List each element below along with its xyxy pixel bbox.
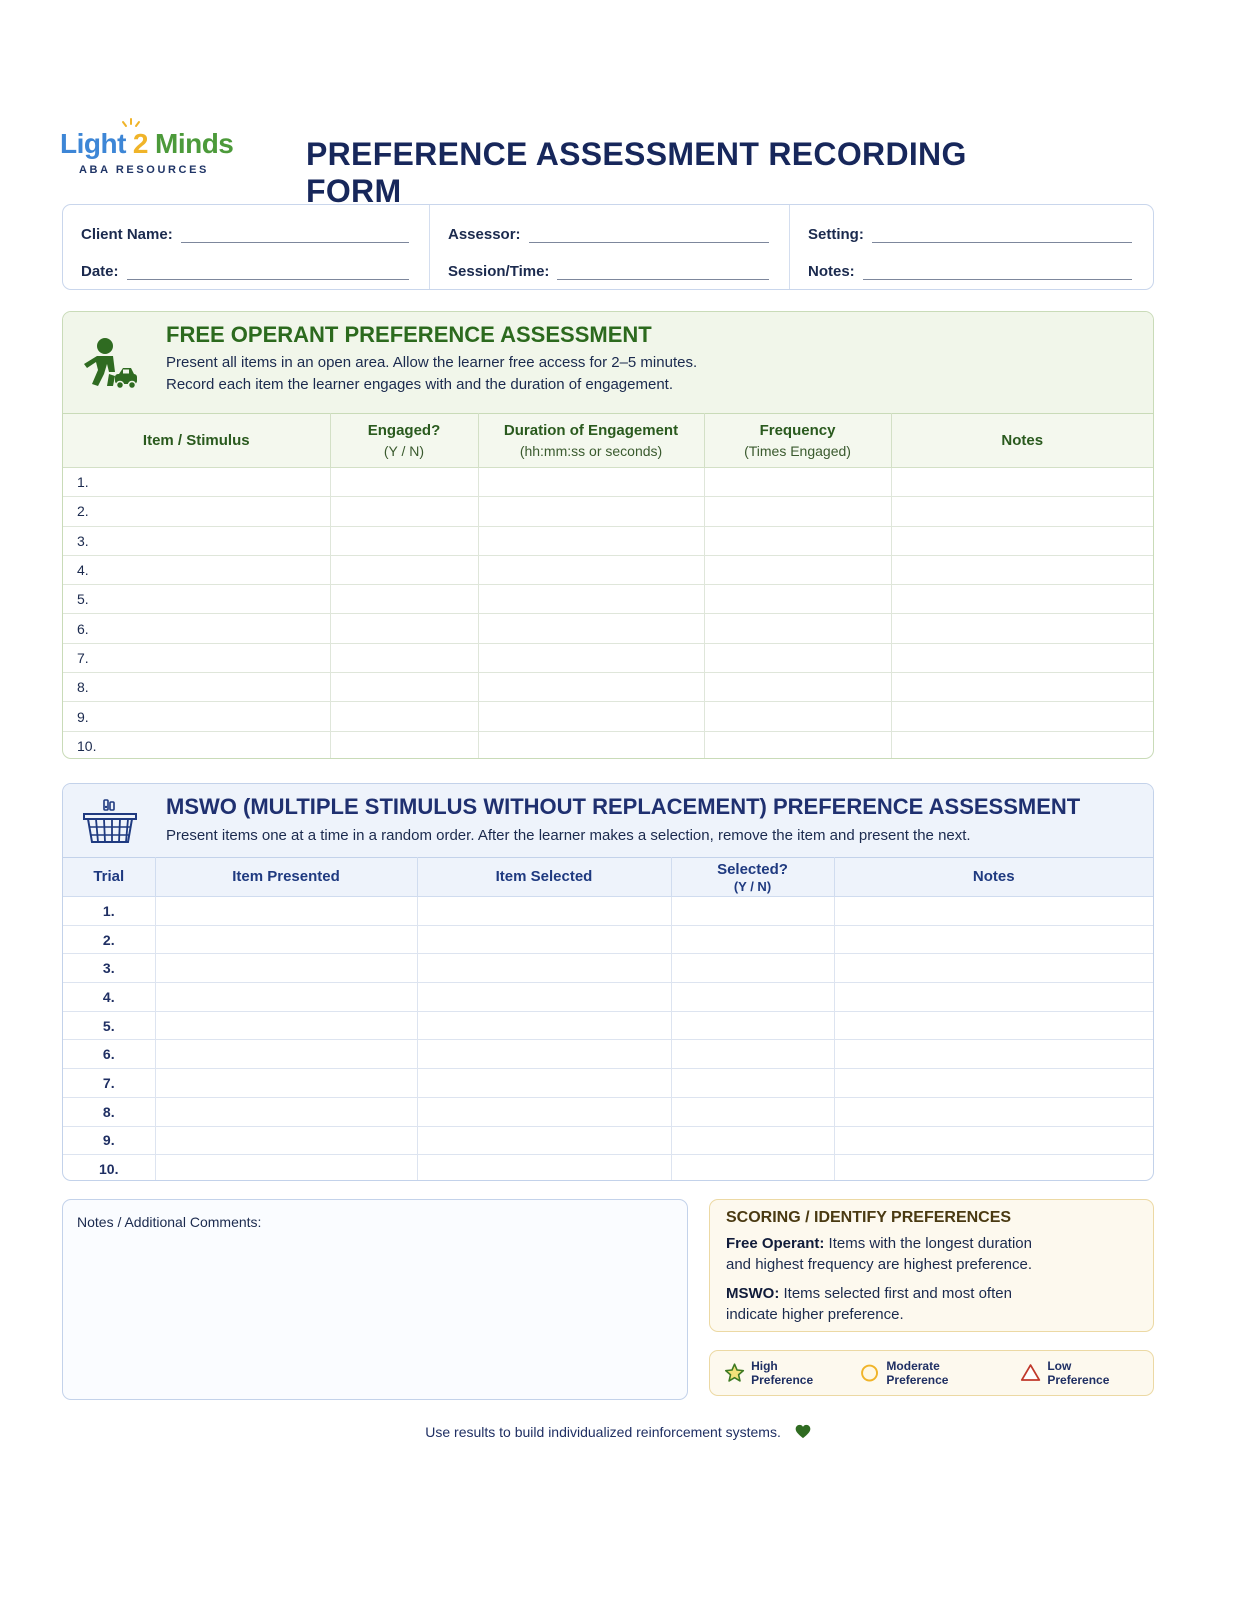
table-row bbox=[63, 643, 1153, 672]
circle-icon bbox=[859, 1362, 880, 1384]
table-row bbox=[63, 673, 1153, 702]
session-time-label: Session/Time: bbox=[448, 263, 550, 280]
frequency-cell[interactable] bbox=[704, 468, 891, 497]
item-selected-cell[interactable] bbox=[417, 954, 671, 983]
column-header-mswo-notes: Notes bbox=[834, 858, 1153, 897]
item-presented-cell[interactable] bbox=[155, 1069, 417, 1098]
table-row bbox=[63, 614, 1153, 643]
scoring-mswo-label: MSWO: bbox=[726, 1285, 780, 1302]
table-row bbox=[63, 731, 1153, 759]
duration-cell[interactable] bbox=[478, 702, 704, 731]
engaged-cell[interactable] bbox=[330, 526, 478, 555]
table-row bbox=[63, 954, 1153, 983]
logo-number-two: 2 bbox=[132, 128, 148, 159]
info-column-assessor bbox=[429, 205, 789, 289]
engaged-cell[interactable] bbox=[330, 614, 478, 643]
notes-cell[interactable] bbox=[891, 585, 1153, 614]
engaged-cell[interactable] bbox=[330, 497, 478, 526]
notes-cell[interactable] bbox=[891, 731, 1153, 759]
item-stimulus-cell[interactable] bbox=[63, 614, 330, 643]
item-presented-cell[interactable] bbox=[155, 1040, 417, 1069]
engaged-cell[interactable] bbox=[330, 643, 478, 672]
column-header-selected: Selected? (Y / N) bbox=[671, 858, 834, 897]
duration-cell[interactable] bbox=[478, 643, 704, 672]
assessor-label: Assessor: bbox=[448, 226, 521, 243]
table-row bbox=[63, 1155, 1153, 1181]
table-row bbox=[63, 983, 1153, 1012]
selected-cell[interactable] bbox=[671, 897, 834, 926]
notes-cell[interactable] bbox=[891, 614, 1153, 643]
notes-cell[interactable] bbox=[891, 526, 1153, 555]
frequency-cell[interactable] bbox=[704, 643, 891, 672]
duration-cell[interactable] bbox=[478, 731, 704, 759]
frequency-cell[interactable] bbox=[704, 614, 891, 643]
footer-text: Use results to build individualized reinforcement systems. bbox=[425, 1424, 781, 1440]
trial-cell: 2. bbox=[63, 925, 155, 954]
item-stimulus-cell[interactable] bbox=[63, 526, 330, 555]
column-header-item-presented: Item Presented bbox=[155, 858, 417, 897]
notes-cell[interactable] bbox=[891, 702, 1153, 731]
item-selected-cell[interactable] bbox=[417, 897, 671, 926]
item-stimulus-cell[interactable] bbox=[63, 643, 330, 672]
trial-cell: 4. bbox=[63, 983, 155, 1012]
mswo-title: MSWO (MULTIPLE STIMULUS WITHOUT REPLACEMENT) PREFERENCE ASSESSMENT bbox=[166, 794, 1081, 819]
free-operant-description bbox=[166, 352, 697, 396]
table-row bbox=[63, 702, 1153, 731]
item-stimulus-cell[interactable] bbox=[63, 555, 330, 584]
engaged-cell[interactable] bbox=[330, 731, 478, 759]
row-number: 9. bbox=[77, 708, 89, 725]
scoring-free-operant-text-line1: Items with the longest duration bbox=[824, 1235, 1032, 1252]
mswo-header bbox=[63, 784, 1153, 857]
notes-cell[interactable] bbox=[834, 1155, 1153, 1181]
row-number: 3. bbox=[77, 532, 89, 549]
notes-cell[interactable] bbox=[834, 1126, 1153, 1155]
selected-cell[interactable] bbox=[671, 1097, 834, 1126]
notes-field[interactable] bbox=[863, 265, 1132, 280]
client-name-label: Client Name: bbox=[81, 226, 173, 243]
table-row bbox=[63, 1097, 1153, 1126]
notes-cell[interactable] bbox=[891, 468, 1153, 497]
duration-cell[interactable] bbox=[478, 497, 704, 526]
table-row bbox=[63, 1069, 1153, 1098]
column-header-item-selected: Item Selected bbox=[417, 858, 671, 897]
assessor-field[interactable] bbox=[529, 228, 769, 243]
date-label: Date: bbox=[81, 263, 119, 280]
trial-cell: 7. bbox=[63, 1069, 155, 1098]
selected-cell[interactable] bbox=[671, 1069, 834, 1098]
selected-cell[interactable] bbox=[671, 1155, 834, 1181]
item-selected-cell[interactable] bbox=[417, 1126, 671, 1155]
scoring-free-operant-label: Free Operant: bbox=[726, 1235, 825, 1252]
notes-cell[interactable] bbox=[891, 555, 1153, 584]
duration-cell[interactable] bbox=[478, 585, 704, 614]
frequency-cell[interactable] bbox=[704, 585, 891, 614]
frequency-cell[interactable] bbox=[704, 731, 891, 759]
selected-cell[interactable] bbox=[671, 1040, 834, 1069]
row-number: 6. bbox=[77, 620, 89, 637]
additional-comments-label: Notes / Additional Comments: bbox=[77, 1214, 262, 1230]
free-operant-table bbox=[63, 413, 1153, 759]
item-presented-cell[interactable] bbox=[155, 1155, 417, 1181]
notes-cell[interactable] bbox=[891, 497, 1153, 526]
column-header-item-stimulus: Item / Stimulus bbox=[63, 414, 330, 468]
session-time-field[interactable] bbox=[557, 265, 769, 280]
trial-cell: 3. bbox=[63, 954, 155, 983]
trial-cell: 9. bbox=[63, 1126, 155, 1155]
page-title: PREFERENCE ASSESSMENT RECORDING FORM bbox=[306, 136, 967, 209]
item-selected-cell[interactable] bbox=[417, 925, 671, 954]
legend-high-preference: High Preference bbox=[724, 1359, 839, 1387]
additional-comments-box[interactable] bbox=[62, 1199, 688, 1400]
item-stimulus-cell[interactable] bbox=[63, 468, 330, 497]
item-selected-cell[interactable] bbox=[417, 983, 671, 1012]
setting-label: Setting: bbox=[808, 226, 864, 243]
notes-cell[interactable] bbox=[834, 925, 1153, 954]
scoring-free-operant bbox=[726, 1233, 1137, 1275]
notes-cell[interactable] bbox=[834, 954, 1153, 983]
table-row bbox=[63, 1040, 1153, 1069]
table-row bbox=[63, 497, 1153, 526]
setting-field[interactable] bbox=[872, 228, 1132, 243]
legend-low-preference: Low Preference bbox=[1020, 1359, 1133, 1387]
brand-logo bbox=[60, 128, 234, 188]
mswo-table bbox=[63, 857, 1153, 1181]
logo-word-light: Light bbox=[60, 128, 126, 159]
client-name-field[interactable] bbox=[181, 228, 409, 243]
item-stimulus-cell[interactable] bbox=[63, 585, 330, 614]
row-number: 2. bbox=[77, 503, 89, 520]
item-selected-cell[interactable] bbox=[417, 1011, 671, 1040]
engaged-cell[interactable] bbox=[330, 585, 478, 614]
free-operant-desc-line2: Record each item the learner engages with and the duration of engagement. bbox=[166, 376, 673, 393]
scoring-free-operant-text-line2: and highest frequency are highest preference. bbox=[726, 1256, 1033, 1273]
scoring-box bbox=[709, 1199, 1154, 1332]
basket-icon bbox=[81, 798, 139, 846]
notes-cell[interactable] bbox=[891, 643, 1153, 672]
selected-cell[interactable] bbox=[671, 1126, 834, 1155]
item-selected-cell[interactable] bbox=[417, 1155, 671, 1181]
selected-cell[interactable] bbox=[671, 954, 834, 983]
table-row bbox=[63, 897, 1153, 926]
duration-cell[interactable] bbox=[478, 526, 704, 555]
column-header-duration: Duration of Engagement (hh:mm:ss or seconds) bbox=[478, 414, 704, 468]
table-row bbox=[63, 526, 1153, 555]
notes-cell[interactable] bbox=[834, 1069, 1153, 1098]
trial-cell: 10. bbox=[63, 1155, 155, 1181]
item-presented-cell[interactable] bbox=[155, 983, 417, 1012]
sun-rays-icon bbox=[119, 118, 143, 130]
mswo-section bbox=[62, 783, 1154, 1181]
table-row bbox=[63, 555, 1153, 584]
legend-moderate-preference: Moderate Preference bbox=[859, 1359, 1000, 1387]
engaged-cell[interactable] bbox=[330, 673, 478, 702]
selected-cell[interactable] bbox=[671, 925, 834, 954]
notes-cell[interactable] bbox=[891, 673, 1153, 702]
column-header-trial: Trial bbox=[63, 858, 155, 897]
item-selected-cell[interactable] bbox=[417, 1069, 671, 1098]
row-number: 10. bbox=[77, 737, 97, 754]
duration-cell[interactable] bbox=[478, 468, 704, 497]
footer bbox=[0, 1424, 1236, 1440]
scoring-mswo bbox=[726, 1283, 1137, 1325]
duration-cell[interactable] bbox=[478, 555, 704, 584]
item-presented-cell[interactable] bbox=[155, 1126, 417, 1155]
logo-subtitle: ABA RESOURCES bbox=[79, 164, 209, 176]
item-stimulus-cell[interactable] bbox=[63, 673, 330, 702]
row-number: 8. bbox=[77, 679, 89, 696]
engaged-cell[interactable] bbox=[330, 555, 478, 584]
engaged-cell[interactable] bbox=[330, 468, 478, 497]
free-operant-desc-line1: Present all items in an open area. Allow the learner free access for 2–5 minutes. bbox=[166, 354, 698, 371]
frequency-cell[interactable] bbox=[704, 673, 891, 702]
selected-cell[interactable] bbox=[671, 983, 834, 1012]
frequency-cell[interactable] bbox=[704, 555, 891, 584]
date-field[interactable] bbox=[127, 265, 409, 280]
preference-legend bbox=[709, 1350, 1154, 1396]
heart-icon bbox=[795, 1424, 811, 1439]
item-presented-cell[interactable] bbox=[155, 1097, 417, 1126]
frequency-cell[interactable] bbox=[704, 526, 891, 555]
triangle-icon bbox=[1020, 1362, 1041, 1384]
table-row bbox=[63, 1011, 1153, 1040]
trial-cell: 8. bbox=[63, 1097, 155, 1126]
row-number: 1. bbox=[77, 474, 89, 491]
item-selected-cell[interactable] bbox=[417, 1040, 671, 1069]
logo-word-minds: Minds bbox=[155, 128, 234, 159]
star-icon bbox=[724, 1362, 745, 1384]
notes-cell[interactable] bbox=[834, 897, 1153, 926]
column-header-notes: Notes bbox=[891, 414, 1153, 468]
trial-cell: 6. bbox=[63, 1040, 155, 1069]
selected-cell[interactable] bbox=[671, 1011, 834, 1040]
row-number: 5. bbox=[77, 591, 89, 608]
scoring-mswo-text-line1: Items selected first and most often bbox=[779, 1285, 1012, 1302]
notes-cell[interactable] bbox=[834, 1040, 1153, 1069]
scoring-title: SCORING / IDENTIFY PREFERENCES bbox=[726, 1209, 1012, 1226]
free-operant-header bbox=[63, 312, 1153, 413]
notes-cell[interactable] bbox=[834, 1097, 1153, 1126]
frequency-cell[interactable] bbox=[704, 497, 891, 526]
column-header-frequency: Frequency (Times Engaged) bbox=[704, 414, 891, 468]
item-presented-cell[interactable] bbox=[155, 1011, 417, 1040]
item-presented-cell[interactable] bbox=[155, 925, 417, 954]
frequency-cell[interactable] bbox=[704, 702, 891, 731]
table-row bbox=[63, 925, 1153, 954]
trial-cell: 5. bbox=[63, 1011, 155, 1040]
row-number: 4. bbox=[77, 562, 89, 579]
row-number: 7. bbox=[77, 649, 89, 666]
column-header-engaged: Engaged? (Y / N) bbox=[330, 414, 478, 468]
notes-cell[interactable] bbox=[834, 1011, 1153, 1040]
free-operant-section bbox=[62, 311, 1154, 759]
client-info-panel bbox=[62, 204, 1154, 290]
mswo-description: Present items one at a time in a random order. After the learner makes a selection, remove the item and present the next. bbox=[166, 827, 971, 844]
duration-cell[interactable] bbox=[478, 614, 704, 643]
item-stimulus-cell[interactable] bbox=[63, 702, 330, 731]
engaged-cell[interactable] bbox=[330, 702, 478, 731]
table-row bbox=[63, 468, 1153, 497]
free-operant-title: FREE OPERANT PREFERENCE ASSESSMENT bbox=[166, 322, 652, 347]
table-row bbox=[63, 585, 1153, 614]
item-stimulus-cell[interactable] bbox=[63, 731, 330, 759]
item-selected-cell[interactable] bbox=[417, 1097, 671, 1126]
info-column-client bbox=[63, 205, 429, 289]
trial-cell: 1. bbox=[63, 897, 155, 926]
notes-cell[interactable] bbox=[834, 983, 1153, 1012]
item-presented-cell[interactable] bbox=[155, 897, 417, 926]
item-stimulus-cell[interactable] bbox=[63, 497, 330, 526]
notes-label: Notes: bbox=[808, 263, 855, 280]
duration-cell[interactable] bbox=[478, 673, 704, 702]
scoring-mswo-text-line2: indicate higher preference. bbox=[726, 1306, 904, 1323]
info-column-setting bbox=[789, 205, 1152, 289]
table-row bbox=[63, 1126, 1153, 1155]
child-playing-with-toy-car-icon bbox=[79, 336, 141, 392]
item-presented-cell[interactable] bbox=[155, 954, 417, 983]
